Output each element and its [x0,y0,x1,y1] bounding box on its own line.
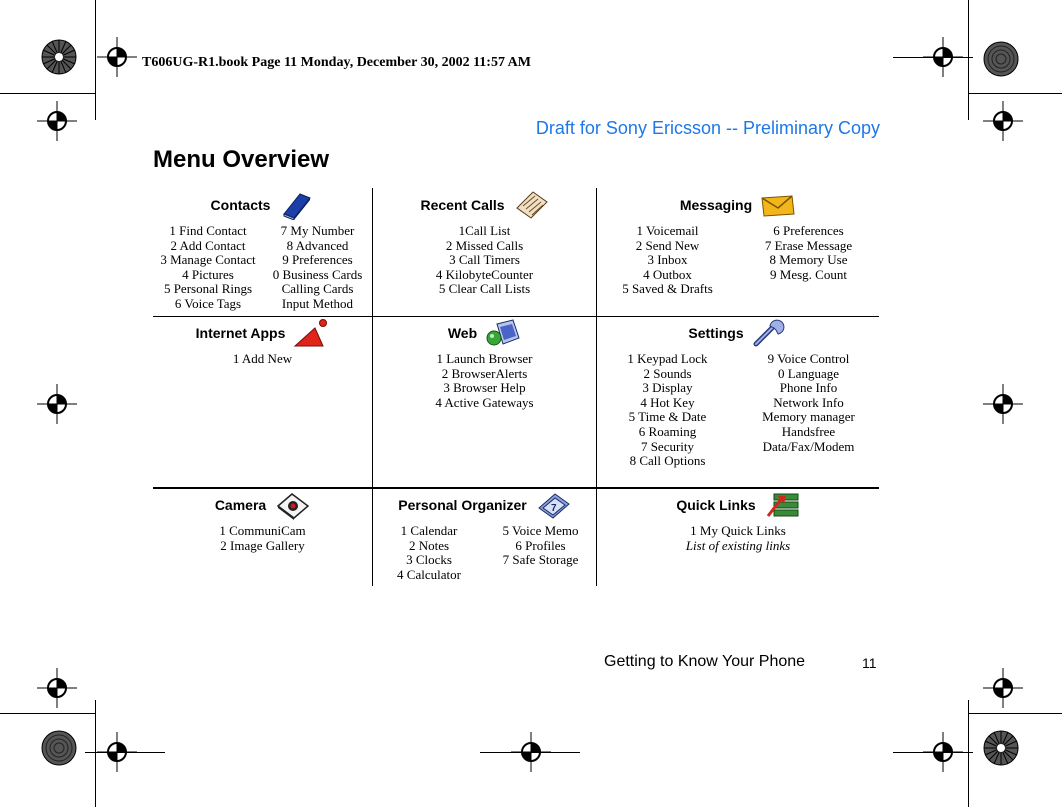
menu-item[interactable]: 3 Call Timers [449,252,520,268]
menu-list [597,352,738,469]
menu-cell-internet-apps [153,316,372,487]
menu-item[interactable]: 1 Launch Browser [436,351,533,366]
crop-mark [95,700,96,807]
menu-heading [597,488,879,522]
menu-item[interactable]: 1 Keypad Lock [627,351,708,366]
menu-item[interactable]: 6 Roaming [638,423,697,439]
rosette-mark-icon [41,39,77,75]
registration-mark-icon [983,668,1023,708]
menu-cell-settings [597,316,879,487]
menu-item[interactable]: 7 Security [640,438,695,454]
menu-item[interactable]: 2 Sounds [643,365,692,381]
menu-item[interactable]: Calling Cards [281,281,354,297]
registration-mark-icon [983,101,1023,141]
crop-mark [968,700,969,807]
menu-list [738,224,879,282]
menu-title: Messaging [679,197,753,213]
menu-item[interactable]: 5 Time & Date [628,409,707,425]
menu-item[interactable]: Network Info [773,394,844,410]
menu-item[interactable]: Phone Info [779,380,838,396]
menu-item[interactable]: 7 My Number [280,223,355,238]
menu-item[interactable]: 4 Outbox [643,266,692,282]
book-header: T606UG-R1.book Page 11 Monday, December 30, 2002 11:57 AM [142,55,532,70]
menu-note: List of existing links [685,537,791,553]
menu-cell-personal-organizer [373,488,596,586]
menu-item[interactable]: 6 Preferences [773,223,844,238]
menu-item[interactable]: 3 Inbox [647,252,688,268]
menu-cell-camera [153,488,372,586]
page-number: 11 [862,655,877,671]
crop-mark [85,752,165,753]
menu-list [597,524,879,553]
menu-title: Quick Links [676,497,756,513]
menu-item[interactable]: 1 Find Contact [169,223,247,238]
draft-notice: Draft for Sony Ericsson -- Preliminary Copy [535,118,880,138]
wrench-icon [752,318,788,348]
registration-mark-icon [37,668,77,708]
menu-list [263,224,372,312]
menu-item[interactable]: 1 Calendar [400,523,458,538]
crop-mark [968,0,969,120]
menu-item[interactable]: 1 CommuniCam [219,523,306,538]
menu-item[interactable]: 4 Pictures [182,266,234,282]
menu-item[interactable]: 3 Browser Help [443,380,526,396]
menu-item[interactable]: 5 Clear Call Lists [438,281,531,297]
menu-item[interactable]: 2 Notes [408,537,450,553]
menu-heading [153,488,372,522]
menu-heading [153,188,372,222]
address-book-icon [278,190,314,220]
menu-heading [373,316,596,350]
page-title: Menu Overview [153,146,330,173]
svg-text:7: 7 [550,503,557,514]
menu-item[interactable]: 4 Calculator [397,566,461,582]
crop-mark [893,752,973,753]
menu-item[interactable]: 2 Send New [635,237,700,253]
menu-item[interactable]: 9 Mesg. Count [770,266,847,282]
menu-heading [597,188,879,222]
menu-list [373,524,485,582]
rosette-mark-icon [983,730,1019,766]
crop-mark [893,57,973,58]
menu-cell-messaging [597,188,879,316]
menu-heading [373,488,596,522]
footer-title: Getting to Know Your Phone [604,653,806,670]
menu-item[interactable]: Memory manager [762,409,855,425]
menu-title: Contacts [210,197,271,213]
menu-item[interactable]: 0 Language [777,365,839,381]
menu-item[interactable]: 6 Profiles [515,537,566,553]
menu-item[interactable]: Handsfree [781,423,836,439]
menu-list [153,224,263,312]
menu-item[interactable]: Data/Fax/Modem [762,438,855,454]
menu-item[interactable]: 2 Missed Calls [445,237,524,253]
menu-item[interactable]: 4 KilobyteCounter [435,266,534,282]
internet-apps-icon [293,318,329,348]
registration-mark-icon [37,101,77,141]
menu-item[interactable]: 7 Erase Message [764,237,853,253]
menu-cell-web [373,316,596,487]
camera-icon [274,490,310,520]
menu-title: Web [447,325,478,341]
menu-title: Personal Organizer [398,497,527,513]
menu-list [373,352,596,410]
registration-mark-icon [37,384,77,424]
menu-list [153,524,372,553]
menu-item[interactable]: 5 Saved & Drafts [622,281,713,297]
menu-item[interactable]: 2 BrowserAlerts [441,365,528,381]
menu-item[interactable]: 1 Voicemail [636,223,699,238]
menu-item[interactable]: 9 Preferences [282,252,353,268]
menu-item[interactable]: 8 Memory Use [769,252,848,268]
menu-list [153,352,372,367]
menu-item[interactable]: 1 Add New [232,351,293,366]
crop-mark [95,0,96,120]
menu-item[interactable]: 1Call List [458,223,511,238]
quick-links-icon [764,490,800,520]
crop-mark [968,713,1062,714]
menu-item[interactable]: 3 Manage Contact [160,252,256,268]
menu-list [485,524,596,568]
crop-mark [968,93,1062,94]
registration-mark-icon [983,384,1023,424]
menu-title: Settings [688,325,744,341]
menu-heading [373,188,596,222]
menu-item[interactable]: 1 My Quick Links [690,523,786,538]
menu-item[interactable]: Input Method [281,295,354,311]
menu-title: Camera [214,497,267,513]
menu-item[interactable]: 5 Voice Memo [502,523,579,538]
menu-item[interactable]: 5 Personal Rings [163,281,253,297]
crop-mark [0,93,95,94]
menu-item[interactable]: 8 Advanced [286,237,349,253]
menu-cell-contacts [153,188,372,316]
menu-cell-recent-calls [373,188,596,316]
menu-item[interactable]: 4 Active Gateways [435,394,534,410]
menu-item[interactable]: 3 Clocks [406,552,452,568]
menu-item[interactable]: 0 Business Cards [272,266,363,282]
menu-item[interactable]: 8 Call Options [629,453,706,469]
crop-mark [0,713,95,714]
organizer-icon [535,490,571,520]
menu-item[interactable]: 2 Image Gallery [220,537,305,553]
call-list-icon [513,190,549,220]
web-browser-icon [485,318,521,348]
registration-mark-icon [97,37,137,77]
menu-item[interactable]: 3 Display [642,380,693,396]
menu-item[interactable]: 7 Safe Storage [502,552,579,568]
menu-title: Internet Apps [195,325,286,341]
crop-mark [480,752,580,753]
menu-item[interactable]: 9 Voice Control [767,351,850,366]
envelope-icon [760,190,796,220]
menu-list [738,352,879,454]
menu-item[interactable]: 2 Add Contact [170,237,246,253]
menu-item[interactable]: 6 Voice Tags [174,295,242,311]
menu-heading [153,316,372,350]
menu-heading [597,316,879,350]
menu-list [597,224,738,297]
menu-list [373,224,596,297]
menu-item[interactable]: 4 Hot Key [640,394,695,410]
menu-cell-quick-links [597,488,879,586]
menu-title: Recent Calls [420,197,505,213]
rosette-mark-icon [41,730,77,766]
rosette-mark-icon [983,41,1019,77]
